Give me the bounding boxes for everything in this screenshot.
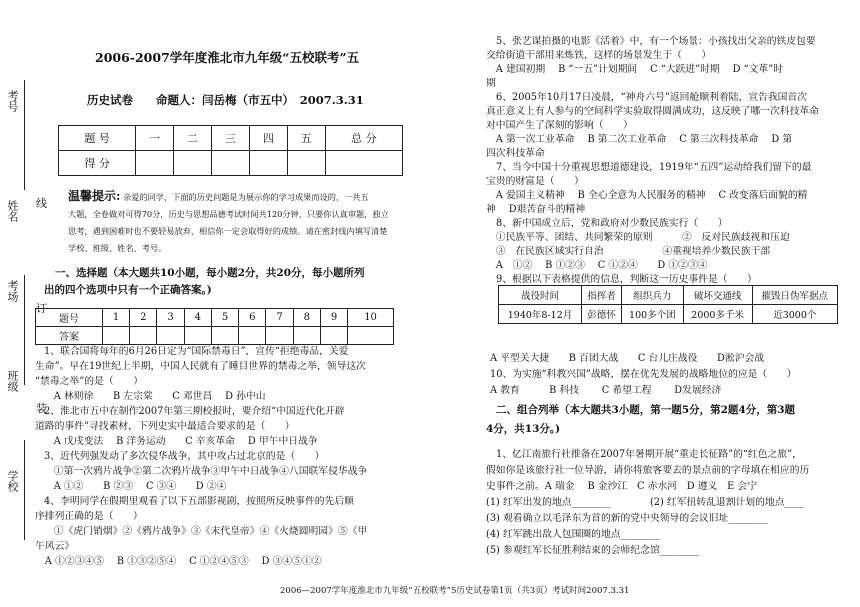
history-data-cell: 彭德怀 xyxy=(582,305,622,324)
question-option-line: ③ 在民族区域实行自治 ④重视培养少数民族干部 xyxy=(486,246,771,257)
score-row-label: 得 分 xyxy=(59,151,136,176)
tip-line: 亲爱的同学，下面的历史问题是为展示你的学习成果而设的，一共五 xyxy=(123,192,369,202)
question-line: 5、张艺谋拍摄的电影《活着》中，有一个场景：小孩找出父亲的铁皮包要 xyxy=(496,36,816,47)
score-entry-cell[interactable] xyxy=(249,151,287,176)
score-entry-cell[interactable] xyxy=(325,151,402,176)
answer-entry-cell[interactable] xyxy=(211,327,238,345)
warm-tip xyxy=(68,188,394,257)
answer-entry-cell[interactable] xyxy=(266,327,293,345)
history-header-cell: 破坏交通线 xyxy=(683,286,752,305)
side-label-exam-room: 考场 xyxy=(6,280,19,302)
answer-header-cell: 5 xyxy=(211,309,238,327)
answer-entry-cell[interactable] xyxy=(130,327,157,345)
question-line: 4、李明同学在假期里观看了以下五部影视剧，按照所反映事件的先后顺 xyxy=(44,496,354,507)
question-option-line: A ①② B ②③ C ③④ D ②④ xyxy=(44,481,227,492)
question-line: 1、亿江南旅行社推备在2007年暑期开展“重走长征路”的“红色之旅”， xyxy=(496,449,802,460)
question-line: 生命”。早在19世纪上半期，中国人民就有了睡目世界的禁毒之举，领导这次 xyxy=(35,361,366,372)
fill-blank-line: (1) 红军出发的地点________ (2) 红军扭转乱退割计划的地点____ xyxy=(486,497,805,508)
question-line: 假如你是该旅行社一位导游，请你将旅客要去的景点前的字母填在相应的历 xyxy=(486,465,810,476)
fill-blank-line: (4) 红军跳出敌人包围圈的地点________ xyxy=(486,529,660,540)
question-option-line: A 第一次工业革命 B 第二次工业革命 C 第三次科技革命 D 第 xyxy=(486,134,793,145)
score-entry-cell[interactable] xyxy=(174,151,212,176)
answer-header-cell: 6 xyxy=(239,309,266,327)
exam-title: 2006-2007学年度淮北市九年级“五校联考”五 xyxy=(95,50,360,65)
question-option-line: A ①②③④⑤ B ①③②⑤④ C ①②④⑤③ D ③④⑤①② xyxy=(35,556,322,567)
side-label-exam-no: 考号 xyxy=(6,90,19,112)
question-line: 道路的事件”寻找素材，下列史实中最适合要求的是（ ） xyxy=(35,421,295,432)
tip-line: 大题，全卷做对可得70分，历史与思想品德考试时间共120分钟，只要你认真审题，独立 xyxy=(68,209,389,219)
history-header-cell: 战役时间 xyxy=(499,286,582,305)
score-table-header-row xyxy=(59,126,403,151)
answer-header-cell: 题号 xyxy=(36,309,103,327)
question-line: 6、2005年10月17日凌晨，“神舟六号”返回舱顺利着陆，宣告我国首次 xyxy=(496,92,808,103)
answer-table xyxy=(35,308,394,345)
answer-header-cell: 9 xyxy=(320,309,347,327)
history-header-cell: 指挥者 xyxy=(582,286,622,305)
score-header-cell: 一 xyxy=(136,126,174,151)
side-label-class: 班级 xyxy=(6,370,19,392)
score-header-cell: 题 号 xyxy=(59,126,136,151)
answer-entry-cell[interactable] xyxy=(348,327,394,345)
score-header-cell: 三 xyxy=(212,126,250,151)
tip-line: 思考，遇到困难时也不要轻易放弃，相信你一定会取得好的成绩。请在密封线内填写清楚 xyxy=(68,226,388,236)
question-line: 8、新中国成立后，党和政府对少数民族实行（ ） xyxy=(496,218,728,229)
answer-header-cell: 1 xyxy=(102,309,129,327)
answer-row xyxy=(36,327,394,345)
exam-subtitle: 历史试卷 命题人：闫岳梅（市五中） 2007.3.31 xyxy=(87,93,364,107)
question-line: 四次科技革命 xyxy=(486,148,545,159)
question-line: 期 xyxy=(486,78,496,89)
answer-header-cell: 8 xyxy=(293,309,320,327)
history-table-data-row xyxy=(499,305,838,324)
answer-entry-cell[interactable] xyxy=(239,327,266,345)
answer-header-cell: 10 xyxy=(348,309,394,327)
score-table xyxy=(58,125,403,176)
score-entry-cell[interactable] xyxy=(212,151,250,176)
question-line: ①第一次鸦片战争②第二次鸦片战争③甲午中日战争④八国联军侵华战争 xyxy=(44,466,368,477)
question-line: 1、联合国将每年的6月26日定为“国际禁毒日”，宣传“拒绝毒品，关爱 xyxy=(44,346,349,357)
question-line: 真正意义上有人参与的空间科学实验取得圆满成功，这反映了哪一次科技革命 xyxy=(486,106,820,117)
question-line: 3、近代列强发动了多次侵华战争，其中攻占过北京的是（ ） xyxy=(44,451,325,462)
score-header-cell: 总 分 xyxy=(325,126,402,151)
question-option-line: A ①② B ①②③ C ①②④ D ①②③④ xyxy=(486,260,708,271)
side-label-name: 姓名 xyxy=(6,200,19,222)
question-line: 10、为实施“科教兴国”战略，摆在优先发展的战略地位的应是（ ） xyxy=(490,369,797,380)
question-line: 7、当今中国十分重视思想道德建设，1919年“五四”运动给我们留下的最 xyxy=(496,162,812,173)
history-header-cell: 组织兵力 xyxy=(622,286,684,305)
answer-entry-cell[interactable] xyxy=(293,327,320,345)
answer-header-cell: 7 xyxy=(266,309,293,327)
section2-heading-line2: 4分，共13分。) xyxy=(486,423,561,435)
score-table-score-row xyxy=(59,151,403,176)
margin-mark-bind: 订 xyxy=(36,302,47,315)
question-line: 宝贵的财富是（ ） xyxy=(486,176,584,187)
question-line: 神 D艰苦奋斗的精神 xyxy=(486,204,586,215)
answer-header-row xyxy=(36,309,394,327)
history-data-cell: 1940年8-12月 xyxy=(499,305,582,324)
answer-header-cell: 4 xyxy=(184,309,211,327)
question-line: “禁毒之举”的是（ ） xyxy=(35,376,143,387)
question-line: ①《虎门销烟》②《鸦片战争》③《末代皇帝》④《火烧圆明园》⑤《甲 xyxy=(44,526,368,537)
side-label-school: 学校 xyxy=(6,470,19,492)
history-header-cell: 摧毁日伪军据点 xyxy=(752,286,837,305)
history-data-cell: 2000多千米 xyxy=(683,305,752,324)
tip-line: 学校、班级、姓名、考号。 xyxy=(68,243,167,253)
margin-mark-line: 线 xyxy=(36,197,47,210)
binding-line-1 xyxy=(24,80,25,190)
history-event-table xyxy=(498,285,838,324)
answer-entry-cell[interactable] xyxy=(320,327,347,345)
history-table-header-row xyxy=(499,286,838,305)
question-option-line: A 爱国主义精神 B 全心全意为人民服务的精神 C 改变落后面貌的精 xyxy=(486,190,808,201)
score-header-cell: 二 xyxy=(174,126,212,151)
question-option-line: ①民族平等、团结、共同繁荣的原则 ② 反对民族歧视和压迫 xyxy=(486,232,790,243)
question-line: 序排列正确的是（ ） xyxy=(35,511,143,522)
question-line: 午风云》 xyxy=(35,541,75,552)
question-line: 交给街道干部用来炼铁，这样的场景发生于（ ） xyxy=(486,50,712,61)
section1-heading-line2: 出的四个选项中只有一个正确答案。) xyxy=(44,284,212,296)
question-option-line: A 平型关大捷 B 百团大战 C 台儿庄战役 D淞沪会战 xyxy=(490,353,765,364)
fill-blank-line: (5) 参观红军长征胜利结束的会师纪念馆________ xyxy=(486,545,699,556)
answer-row-label: 答案 xyxy=(36,327,103,345)
binding-line-3 xyxy=(24,440,25,540)
tip-heading: 温馨提示: xyxy=(68,189,121,203)
answer-entry-cell[interactable] xyxy=(184,327,211,345)
answer-entry-cell[interactable] xyxy=(102,327,129,345)
page-footer: 2006—2007学年度淮北市九年级“五校联考”5历史试卷第1页（共3页）考试时间2007.3.31 xyxy=(280,586,630,596)
question-option-line: A 教育 B 科技 C 希望工程 D发展经济 xyxy=(490,385,722,396)
answer-header-cell: 2 xyxy=(130,309,157,327)
question-option-line: A 建国初期 B “一五”计划期间 C “大跃进”时期 D “文革”时 xyxy=(486,64,784,75)
score-entry-cell[interactable] xyxy=(136,151,174,176)
question-line: 2、淮北市五中在制作2007年第三期校报时，要介绍“中国近代化开辟 xyxy=(44,406,345,417)
fill-blank-line: (3) 观看确立以毛泽东为首的新的党中央领导的会议旧址________ xyxy=(486,513,768,524)
answer-header-cell: 3 xyxy=(157,309,184,327)
score-header-cell: 四 xyxy=(249,126,287,151)
question-line: 史事件之前。A 瑞金 B 金沙江 C 赤水河 D 遵义 E 会宁 xyxy=(486,481,757,492)
section1-heading-line1: 一、选择题（本大题共10小题，每小题2分，共20分，每小题所列 xyxy=(55,267,365,279)
margin-mark-seal: 装 xyxy=(36,402,47,415)
question-line: 9、根据以下表格提供的信息，判断这一历史事件是（ ） xyxy=(496,274,757,285)
score-entry-cell[interactable] xyxy=(287,151,325,176)
section2-heading-line1: 二、组合列举（本大题共3小题，第一题5分，第2题4分，第3题 xyxy=(496,404,796,416)
question-option-line: A 戊戌变法 B 洋务运动 C 辛亥革命 D 甲午中日战争 xyxy=(44,436,318,447)
answer-entry-cell[interactable] xyxy=(157,327,184,345)
score-header-cell: 五 xyxy=(287,126,325,151)
question-line: 对中国产生了深刻的影响（ ） xyxy=(486,120,633,131)
question-option-line: A 林则徐 B 左宗棠 C 邓世昌 D 孙中山 xyxy=(44,391,266,402)
history-data-cell: 近3000个 xyxy=(752,305,837,324)
history-data-cell: 100多个团 xyxy=(622,305,684,324)
binding-line-2 xyxy=(24,275,25,385)
